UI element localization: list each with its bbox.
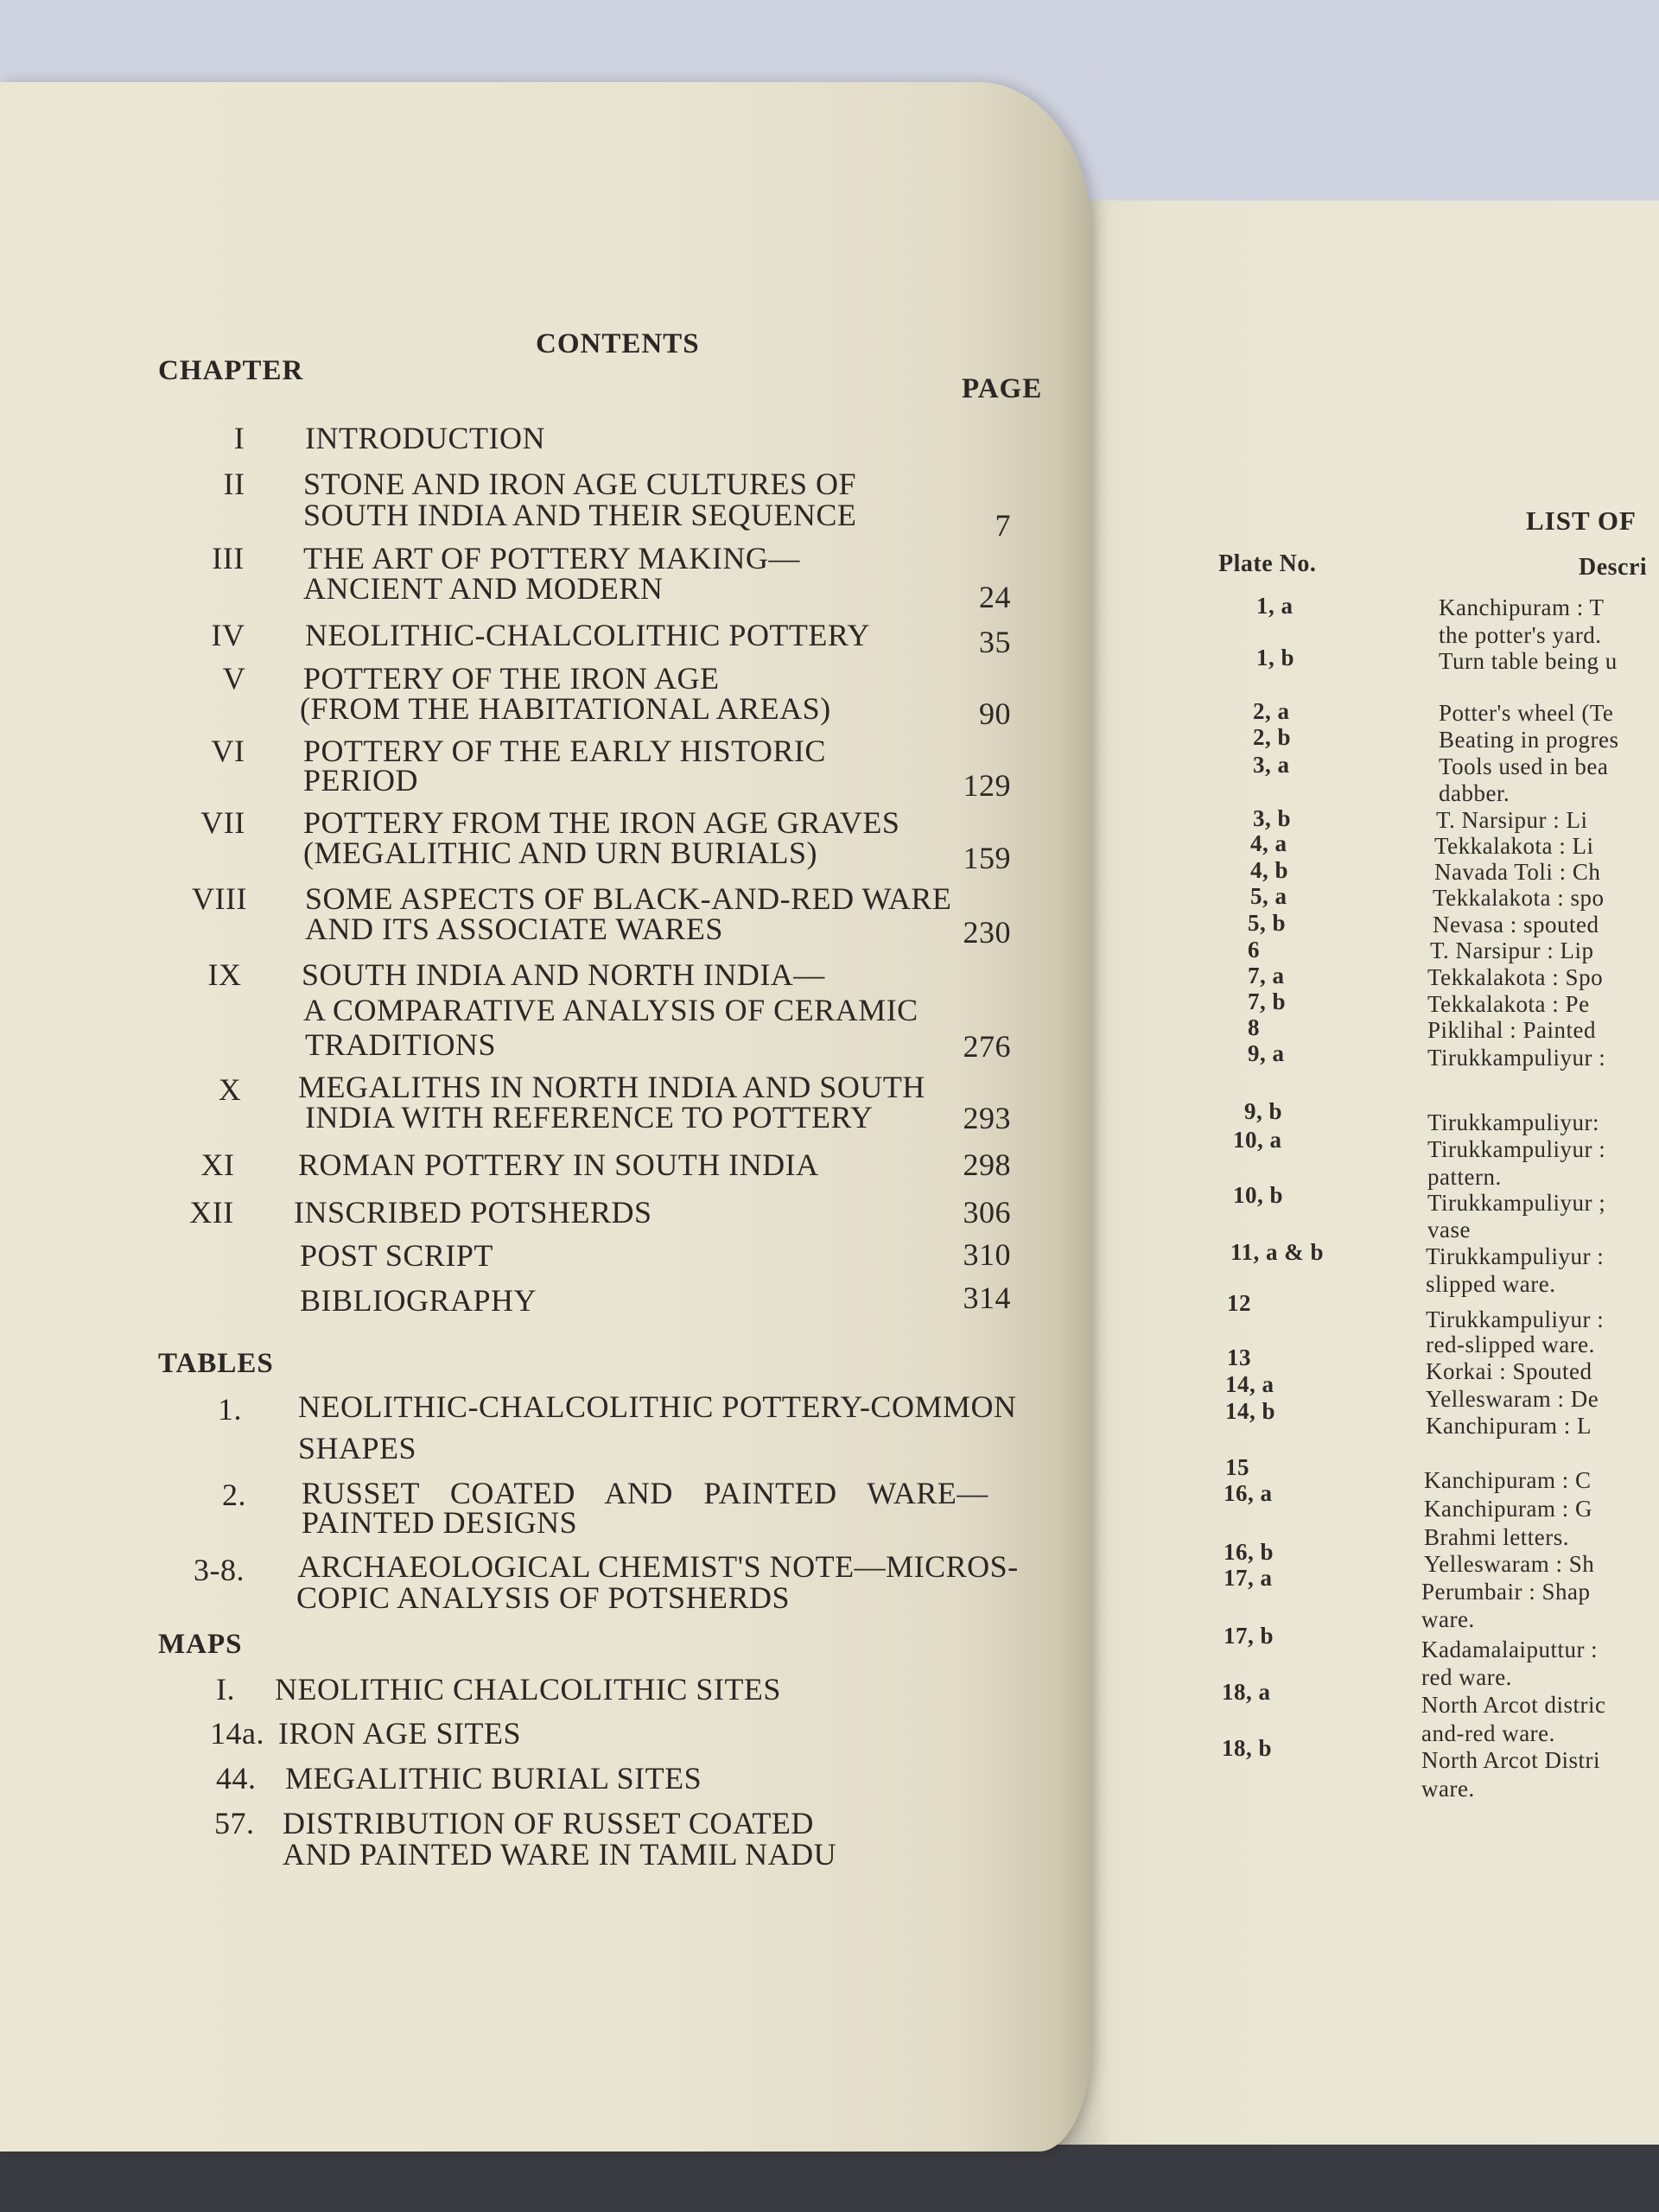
plate-description: Tirukkampuliyur ; [1427, 1190, 1606, 1216]
plate-description: Tekkalakota : spo [1433, 885, 1605, 911]
table-title: COPIC ANALYSIS OF POTSHERDS [296, 1580, 791, 1615]
chapter-number: V [222, 661, 246, 696]
plate-number: 7, a [1248, 963, 1285, 988]
chapter-title: INSCRIBED POTSHERDS [294, 1195, 652, 1230]
plate-description: Navada Toli : Ch [1434, 859, 1601, 885]
chapter-page: 306 [963, 1195, 1011, 1230]
chapter-number: II [223, 467, 245, 501]
plate-number: 14, a [1225, 1371, 1274, 1397]
plate-description: Korkai : Spouted [1426, 1358, 1592, 1384]
plate-description: vase [1427, 1217, 1471, 1243]
plate-description: red ware. [1421, 1664, 1512, 1690]
chapter-page: 276 [963, 1029, 1011, 1064]
plate-number: 2, b [1253, 724, 1292, 750]
chapter-title: ANCIENT AND MODERN [303, 571, 664, 606]
plate-number: 12 [1227, 1290, 1251, 1316]
plate-description: dabber. [1439, 780, 1510, 806]
chapter-title: POTTERY OF THE IRON AGE [303, 661, 720, 696]
plate-number: 4, a [1250, 830, 1287, 856]
plate-description: Tirukkampuliyur: [1427, 1109, 1600, 1135]
chapter-title: MEGALITHS IN NORTH INDIA AND SOUTH [298, 1070, 925, 1104]
plate-number: 3, a [1253, 752, 1290, 778]
plate-description: Beating in progres [1439, 727, 1619, 753]
plate-number: 13 [1227, 1344, 1251, 1370]
plate-number: 5, b [1248, 910, 1287, 936]
chapter-number: IX [207, 957, 242, 992]
plate-description: ware. [1421, 1606, 1475, 1632]
map-number: I. [216, 1672, 235, 1707]
chapter-page: 7 [995, 508, 1011, 543]
plate-description: Tirukkampuliyur : [1426, 1243, 1605, 1269]
plate-description: Turn table being u [1439, 648, 1618, 674]
chapter-title: POST SCRIPT [300, 1238, 493, 1273]
chapter-page: 293 [963, 1101, 1011, 1135]
chapter-number: XII [189, 1195, 234, 1230]
map-title: NEOLITHIC CHALCOLITHIC SITES [275, 1672, 781, 1707]
tables-header: TABLES [158, 1348, 274, 1379]
plate-number: 7, b [1248, 988, 1287, 1014]
plate-number: 18, b [1222, 1735, 1273, 1761]
chapter-page: 129 [963, 768, 1011, 803]
table-title: SHAPES [298, 1431, 417, 1465]
plate-number: 8 [1248, 1014, 1260, 1040]
chapter-page: 35 [979, 625, 1011, 659]
table-title: PAINTED DESIGNS [302, 1505, 578, 1540]
chapter-page: 230 [963, 915, 1011, 950]
plate-column-header: Plate No. [1218, 550, 1317, 577]
chapter-title: THE ART OF POTTERY MAKING— [303, 541, 800, 575]
map-title: AND PAINTED WARE IN TAMIL NADU [283, 1837, 837, 1872]
plate-description: Perumbair : Shap [1421, 1579, 1591, 1605]
plate-description: red-slipped ware. [1426, 1332, 1595, 1357]
plate-number: 10, a [1233, 1127, 1282, 1153]
plate-number: 4, b [1250, 857, 1289, 883]
plate-description: Kanchipuram : T [1439, 594, 1605, 620]
plate-description: Brahmi letters. [1424, 1524, 1569, 1550]
chapter-page: 314 [963, 1281, 1011, 1315]
plate-description: T. Narsipur : Lip [1430, 938, 1594, 963]
plate-number: 2, a [1253, 698, 1290, 724]
table-title: RUSSET COATED AND PAINTED WARE— [302, 1476, 988, 1510]
map-title: DISTRIBUTION OF RUSSET COATED [283, 1806, 814, 1840]
plate-description: and-red ware. [1421, 1720, 1555, 1746]
chapter-title: TRADITIONS [305, 1027, 496, 1062]
plate-number: 16, b [1224, 1539, 1274, 1565]
plate-number: 6 [1248, 937, 1260, 963]
plate-description: ware. [1421, 1776, 1475, 1802]
plate-description: Yelleswaram : Sh [1424, 1551, 1595, 1577]
chapter-number: III [212, 541, 245, 575]
page-title: CONTENTS [536, 328, 700, 359]
plate-number: 10, b [1233, 1182, 1284, 1208]
plate-description: Kadamalaiputtur : [1421, 1637, 1599, 1662]
plate-number: 16, a [1224, 1480, 1273, 1506]
plate-description: pattern. [1427, 1164, 1502, 1190]
plate-description: Tirukkampuliyur : [1427, 1136, 1606, 1162]
chapter-title: PERIOD [303, 763, 419, 798]
chapter-title: (FROM THE HABITATIONAL AREAS) [300, 691, 831, 726]
chapter-title: POTTERY OF THE EARLY HISTORIC [303, 734, 826, 768]
chapter-title: INTRODUCTION [305, 421, 545, 455]
chapter-title: AND ITS ASSOCIATE WARES [305, 912, 723, 946]
chapter-number: X [218, 1072, 242, 1107]
plate-number: 9, b [1244, 1098, 1283, 1124]
chapter-title: A COMPARATIVE ANALYSIS OF CERAMIC [303, 993, 918, 1027]
plate-number: 5, a [1250, 883, 1287, 909]
plate-description: Nevasa : spouted [1433, 912, 1599, 938]
plate-description: North Arcot distric [1421, 1692, 1606, 1718]
description-column-header: Descri [1579, 554, 1648, 581]
chapter-page: 310 [963, 1237, 1011, 1272]
table-number: 3-8. [194, 1553, 245, 1587]
table-number: 1. [218, 1392, 242, 1427]
plate-number: 1, a [1256, 593, 1294, 619]
chapter-title: INDIA WITH REFERENCE TO POTTERY [305, 1100, 874, 1135]
plates-title: LIST OF [1526, 505, 1637, 536]
table-title: NEOLITHIC-CHALCOLITHIC POTTERY-COMMON [298, 1389, 1017, 1424]
plate-description: Tekkalakota : Spo [1427, 964, 1604, 990]
plate-number: 17, a [1224, 1565, 1273, 1591]
map-number: 44. [216, 1761, 257, 1796]
chapter-number: XI [200, 1147, 235, 1182]
plate-description: Kanchipuram : C [1424, 1467, 1592, 1493]
plate-description: Tirukkampuliyur : [1426, 1306, 1605, 1332]
chapter-page: 159 [963, 841, 1011, 875]
plate-description: Piklihal : Painted [1427, 1017, 1596, 1043]
chapter-title: BIBLIOGRAPHY [300, 1283, 537, 1318]
chapter-title: ROMAN POTTERY IN SOUTH INDIA [298, 1147, 819, 1182]
table-number: 2. [222, 1478, 246, 1512]
chapter-title: NEOLITHIC-CHALCOLITHIC POTTERY [305, 618, 870, 652]
right-page [1037, 200, 1659, 2145]
chapter-title: SOUTH INDIA AND NORTH INDIA— [302, 957, 825, 992]
chapter-number: VI [211, 734, 245, 768]
plate-number: 9, a [1248, 1040, 1285, 1066]
chapter-title: SOUTH INDIA AND THEIR SEQUENCE [303, 498, 857, 532]
plate-description: Tekkalakota : Pe [1427, 991, 1590, 1017]
plate-description: Tekkalakota : Li [1434, 833, 1594, 859]
plate-number: 1, b [1256, 645, 1295, 671]
plate-description: Kanchipuram : L [1426, 1413, 1592, 1439]
chapter-number: VII [200, 805, 245, 840]
plate-description: Tools used in bea [1439, 753, 1609, 779]
chapter-title: STONE AND IRON AGE CULTURES OF [303, 467, 857, 501]
plate-description: Yelleswaram : De [1426, 1386, 1599, 1412]
plate-description: T. Narsipur : Li [1436, 807, 1588, 833]
chapter-page: 90 [979, 696, 1011, 731]
plate-description: the potter's yard. [1439, 622, 1602, 648]
map-title: MEGALITHIC BURIAL SITES [285, 1761, 702, 1796]
table-title: ARCHAEOLOGICAL CHEMIST'S NOTE—MICROS- [298, 1549, 1019, 1584]
map-number: 14a. [210, 1716, 264, 1751]
chapter-title: POTTERY FROM THE IRON AGE GRAVES [303, 805, 900, 840]
page-column-header: PAGE [962, 373, 1043, 404]
plate-description: North Arcot Distri [1421, 1747, 1600, 1773]
map-title: IRON AGE SITES [278, 1716, 522, 1751]
chapter-page: 298 [963, 1147, 1011, 1182]
plate-description: Kanchipuram : G [1424, 1496, 1592, 1522]
chapter-number: IV [211, 618, 245, 652]
plate-description: Tirukkampuliyur : [1427, 1045, 1606, 1071]
plate-number: 17, b [1224, 1623, 1274, 1649]
chapter-page: 24 [979, 580, 1011, 614]
plate-number: 11, a & b [1230, 1239, 1325, 1265]
plate-number: 14, b [1225, 1398, 1276, 1424]
maps-header: MAPS [158, 1629, 243, 1660]
chapter-column-header: CHAPTER [158, 355, 304, 386]
chapter-number: I [233, 421, 245, 455]
chapter-title: (MEGALITHIC AND URN BURIALS) [303, 836, 817, 870]
plate-number: 18, a [1222, 1679, 1271, 1705]
map-number: 57. [214, 1806, 255, 1840]
plate-number: 15 [1225, 1454, 1249, 1480]
plate-description: Potter's wheel (Te [1439, 700, 1614, 726]
plate-number: 3, b [1253, 805, 1292, 831]
chapter-title: SOME ASPECTS OF BLACK-AND-RED WARE [305, 881, 952, 916]
chapter-number: VIII [192, 881, 247, 916]
plate-description: slipped ware. [1426, 1271, 1556, 1297]
